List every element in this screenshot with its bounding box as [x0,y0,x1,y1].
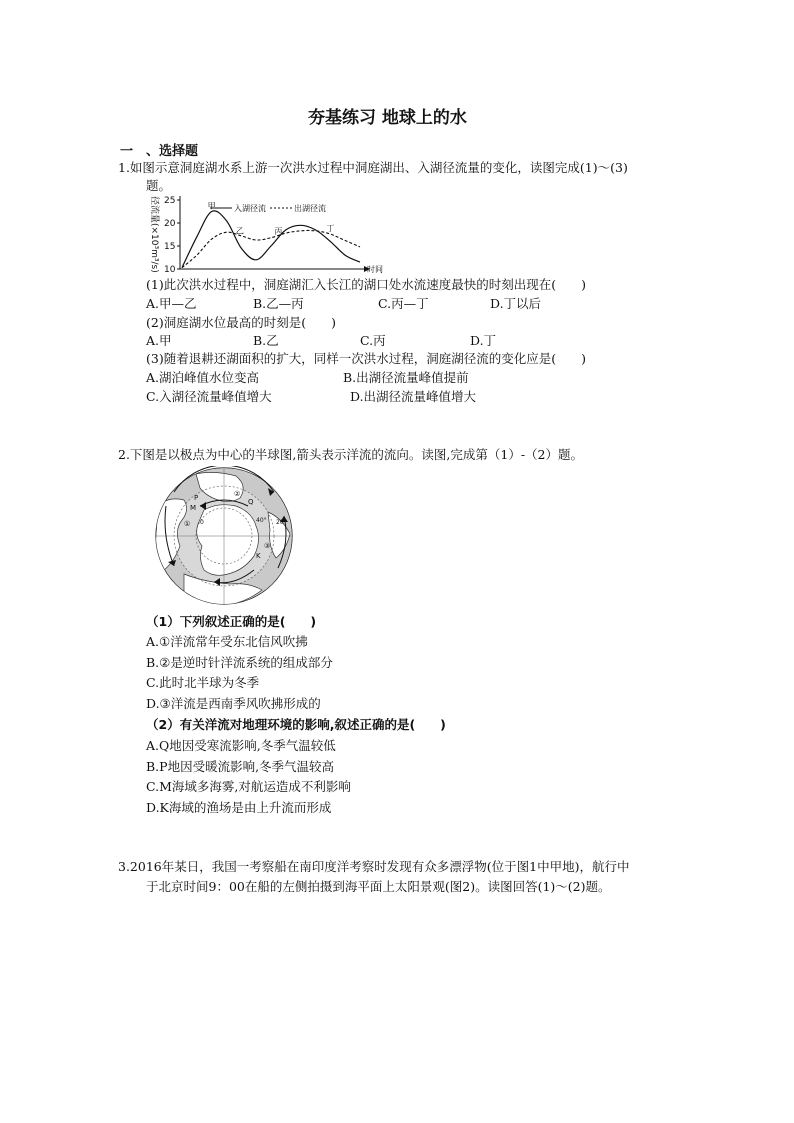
map-label-40: 40° [256,517,267,524]
q1-sub3-opt-b: B.出湖径流量峰值提前 [343,370,469,385]
y-tick-label: 10 [164,265,176,275]
map-label-q: Q [248,498,254,506]
y-tick-label: 15 [164,242,176,252]
q1-sub1-opt-a: A.甲—乙 [146,296,197,311]
point-label: 丙 [274,226,283,236]
q2-stem: 2.下图是以极点为中心的半球图,箭头表示洋流的流向。读图,完成第（1）-（2）题。 [118,447,584,462]
q2-hemisphere-map [144,466,304,606]
q1-sub3-opt-a: A.湖泊峰值水位变高 [146,370,260,385]
y-tick-label: 25 [164,196,176,206]
q1-sub1-opt-d: D.丁以后 [490,296,542,311]
map-label-k: K [256,552,261,560]
map-label-1: ① [184,520,191,528]
q1-stem-line1: 1.如图示意洞庭湖水系上游一次洪水过程中洞庭湖出、入湖径流量的变化，读图完成(1)～(3) [118,160,628,175]
q1-sub1-opt-b: B.乙—丙 [253,296,304,311]
y-tick-label: 20 [164,219,176,229]
point-label: 丁 [326,224,335,234]
legend-out-label: 出湖径流 [294,204,326,213]
map-label-2: ② [234,490,241,498]
point-label: 乙 [235,226,244,236]
q2-sub1: （1）下列叙述正确的是( ) [146,614,317,629]
q1-sub3-opt-c: C.入湖径流量峰值增大 [146,389,272,404]
map-label-20: 20° [276,519,287,526]
q1-sub2-opt-d: D.丁 [470,333,497,348]
q2-sub1-opt-c: C.此时北半球为冬季 [146,675,260,690]
map-label-0: 0 [200,519,204,526]
x-axis-label: 时间 [367,265,383,274]
q1-sub3: (3)随着退耕还湖面积的扩大，同样一次洪水过程，洞庭湖径流的变化应是( ) [146,351,586,366]
q1-sub1-opt-c: C.丙—丁 [378,296,429,311]
map-label-p: P [194,494,199,502]
q2-sub1-opt-b: B.②是逆时针洋流系统的组成部分 [146,655,333,670]
q1-sub1: (1)此次洪水过程中，洞庭湖汇入长江的湖口处水流速度最快的时刻出现在( ) [146,277,586,292]
q2-sub1-opt-d: D.③洋流是西南季风吹拂形成的 [146,696,321,711]
q1-stem-line2: 题。 [146,178,172,193]
q2-sub2-opt-b: B.P地因受暖流影响,冬季气温较高 [146,759,335,774]
q3-stem-line2: 于北京时间9：00在船的左侧拍摄到海平面上太阳景观(图2)。读图回答(1)～(2)题。 [146,879,611,894]
point-label: 甲 [207,201,216,211]
q3-stem-line1: 3.2016年某日，我国一考察船在南印度洋考察时发现有众多漂浮物(位于图1中甲地)，航行中 [118,859,630,874]
series-inflow-line [182,211,360,268]
q2-sub2-opt-a: A.Q地因受寒流影响,冬季气温较低 [146,738,336,753]
page-title: 夯基练习 地球上的水 [308,108,467,128]
map-label-m: M [190,504,197,512]
q2-sub2-opt-c: C.M海域多海雾,对航运造成不利影响 [146,779,351,794]
section-heading: 一 、选择题 [120,144,199,159]
q1-sub2-opt-a: A.甲 [146,333,172,348]
q2-sub2-opt-d: D.K海域的渔场是由上升流而形成 [146,800,332,815]
q2-sub2: （2）有关洋流对地理环境的影响,叙述正确的是( ) [146,717,446,732]
legend-in-label: 入湖径流 [234,204,266,213]
q1-sub2: (2)洞庭湖水位最高的时刻是( ) [146,315,336,330]
map-label-3: ③ [264,542,271,550]
q1-sub2-opt-c: C.丙 [360,333,386,348]
series-outflow-line [182,230,360,267]
q1-sub3-opt-d: D.出湖径流量峰值增大 [350,389,477,404]
y-axis-label: 径流量(×10³m³/s) [149,196,159,273]
q1-sub2-opt-b: B.乙 [253,333,279,348]
q2-sub1-opt-a: A.①洋流常年受东北信风吹拂 [146,634,308,649]
q1-runoff-chart [142,192,392,278]
